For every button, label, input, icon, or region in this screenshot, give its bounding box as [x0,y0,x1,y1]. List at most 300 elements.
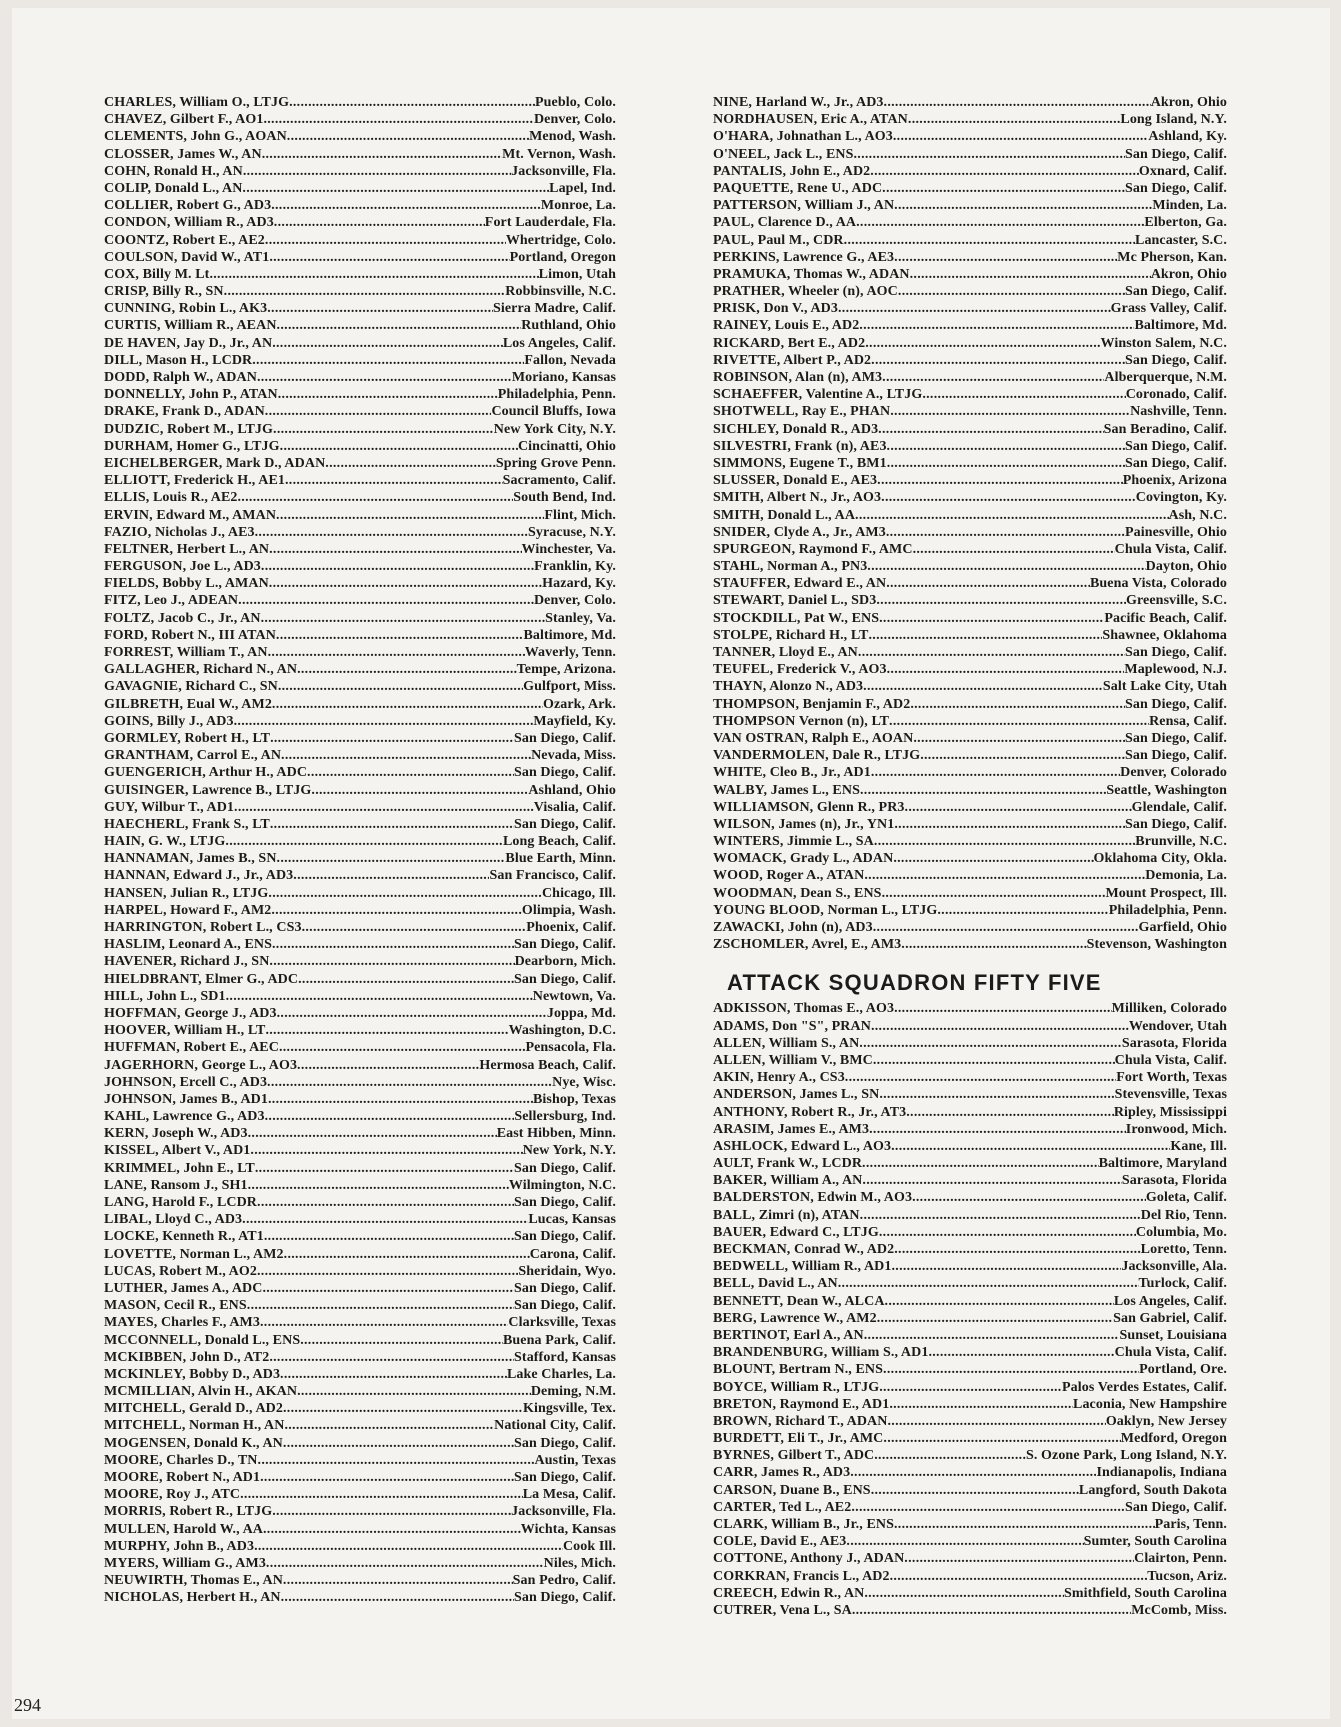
roster-entry [713,661,1227,678]
roster-entry [713,1379,1227,1396]
entry-hometown: Lapel, Ind. [549,180,616,196]
roster-entry [104,833,616,850]
dot-leader [257,1194,514,1211]
dot-leader [268,644,525,661]
dot-leader [894,1241,1140,1258]
roster-entry [104,94,616,111]
roster-entry [713,1172,1227,1189]
entry-name: KRIMMEL, John E., LT [104,1160,255,1176]
entry-hometown: Sheridain, Wyo. [518,1263,616,1279]
roster-entry [713,1086,1227,1103]
roster-entry [104,1108,616,1125]
roster-entry [104,438,616,455]
dot-leader [225,833,503,850]
dot-leader [874,1447,1026,1464]
entry-hometown: Ashland, Ohio [528,782,616,798]
roster-entry [104,919,616,936]
page-number: 294 [14,1695,41,1715]
roster-entry [713,249,1227,266]
dot-leader [893,850,1093,867]
entry-name: CUTRER, Vena L., SA [713,1602,852,1618]
entry-name: DONNELLY, John P., ATAN [104,387,278,403]
entry-name: GUENGERICH, Arthur H., ADC [104,765,308,781]
dot-leader [877,1310,1113,1327]
entry-hometown: San Diego, Calif. [513,1229,616,1245]
dot-leader [254,1538,563,1555]
entry-name: GILBRETH, Eual W., AM2 [104,696,272,712]
dot-leader [276,507,544,524]
roster-entry [104,953,616,970]
dot-leader [868,627,1102,644]
entry-name: SILVESTRI, Frank (n), AE3 [713,438,887,454]
entry-hometown: Winchester, Va. [521,541,616,557]
entry-name: ADAMS, Don "S", PRAN [713,1018,871,1034]
dot-leader [850,1464,1096,1481]
entry-name: GRANTHAM, Carrol E., AN [104,748,282,764]
roster-entry [713,730,1227,747]
dot-leader [862,1172,1121,1189]
entry-hometown: Franklin, Ky. [534,559,616,575]
entry-name: CRISP, Billy R., SN [104,284,224,300]
entry-name: THOMPSON, Benjamin F., AD2 [713,696,911,712]
entry-hometown: Spring Grove Penn. [495,455,616,471]
roster-entry [713,1361,1227,1378]
entry-name: GAVAGNIE, Richard C., SN [104,679,278,695]
entry-hometown: Buena Vista, Colorado [1089,576,1227,592]
roster-entry [713,850,1227,867]
dot-leader [238,489,514,506]
roster-entry [104,1538,616,1555]
entry-hometown: Syracuse, N.Y. [528,524,616,540]
roster-entry [104,936,616,953]
entry-name: HAVENER, Richard J., SN [104,954,270,970]
dot-leader [879,1086,1114,1103]
entry-name: BECKMAN, Conrad W., AD2 [713,1242,895,1257]
roster-entry [104,524,616,541]
entry-hometown: Painesville, Ohio [1124,524,1227,540]
roster-entry [104,644,616,661]
entry-hometown: Chicago, Ill. [541,885,616,901]
entry-hometown: Limon, Utah [538,266,616,282]
entry-hometown: San Diego, Calif. [1124,284,1227,300]
dot-leader [879,1224,1136,1241]
entry-name: HARRINGTON, Robert L., CS3 [104,920,302,935]
roster-entry [104,1125,616,1142]
entry-name: MCKIBBEN, John D., AT2 [104,1349,270,1365]
entry-name: HAECHERL, Frank S., LT [104,816,270,832]
dot-leader [248,1125,497,1142]
entry-name: SNIDER, Clyde A., Jr., AM3 [713,524,886,540]
entry-hometown: Niles, Mich. [543,1555,616,1571]
dot-leader [258,1452,535,1469]
entry-hometown: Ash, N.C. [1168,507,1227,523]
entry-hometown: Oklahoma City, Okla. [1093,851,1227,867]
dot-leader [273,421,494,438]
entry-hometown: Sacramento, Calif. [502,473,616,489]
dot-leader [242,180,549,197]
entry-name: MASON, Cecil R., ENS [104,1298,247,1314]
roster-entry [713,266,1227,283]
entry-hometown: Akron, Ohio [1150,266,1227,282]
dot-leader [883,1430,1120,1447]
roster-entry [104,850,616,867]
entry-name: BRETON, Raymond E., AD1 [713,1396,890,1412]
roster-entry [104,335,616,352]
dot-leader [302,919,527,936]
entry-hometown: Pacific Beach, Calif. [1104,610,1227,626]
roster-entry [104,386,616,403]
entry-name: PAUL, Clarence D., AA [713,215,857,231]
dot-leader [262,146,502,163]
entry-name: FORD, Robert N., III ATAN [104,627,276,643]
dot-leader [243,163,511,180]
entry-hometown: Laconia, New Hampshire [1073,1396,1227,1412]
dot-leader [878,421,1103,438]
roster-entry [104,1057,616,1074]
entry-name: BROWN, Richard T., ADAN [713,1413,888,1429]
entry-name: SPURGEON, Raymond F., AMC [713,541,913,557]
entry-name: PERKINS, Lawrence G., AE3 [713,249,895,265]
entry-name: NEUWIRTH, Thomas E., AN [104,1573,283,1589]
dot-leader [248,1177,509,1194]
roster-entry [104,1263,616,1280]
entry-hometown: Mc Pherson, Kan. [1117,249,1227,265]
entry-name: WINTERS, Jimmie L., SA [713,834,874,850]
dot-leader [852,1602,1131,1619]
roster-page [12,8,1330,1719]
entry-name: TANNER, Lloyd E., AN [713,645,858,660]
entry-name: ADKISSON, Thomas E., AO3 [713,1001,895,1017]
dot-leader [856,214,1144,231]
entry-name: THOMPSON Vernon (n), LT [713,713,890,729]
entry-hometown: Sellersburg, Ind. [514,1109,616,1125]
entry-name: CORKRAN, Francis L., AD2 [713,1568,890,1584]
dot-leader [871,1482,1079,1499]
entry-hometown: Mayfield, Ky. [533,713,616,729]
entry-hometown: Stanley, Va. [545,610,616,626]
entry-hometown: Deming, N.M. [530,1384,616,1400]
roster-entry [104,214,616,231]
entry-name: GUY, Wilbur T., AD1 [104,799,235,815]
entry-name: BAKER, William A., AN [713,1173,863,1189]
entry-hometown: Palos Verdes Estates, Calif. [1062,1379,1227,1395]
roster-entry [713,919,1227,936]
dot-leader [270,816,514,833]
dot-leader [873,919,1139,936]
dot-leader [280,438,518,455]
roster-entry [104,764,616,781]
entry-name: GORMLEY, Robert H., LT [104,730,271,746]
roster-entry [713,1413,1227,1430]
roster-entry [104,1005,616,1022]
dot-leader [851,1499,1125,1516]
entry-name: FAZIO, Nicholas J., AE3 [104,524,255,540]
roster-entry [713,1516,1227,1533]
roster-entry [713,1293,1227,1310]
dot-leader [238,592,534,609]
entry-name: CHAVEZ, Gilbert F., AO1 [104,112,264,128]
dot-leader [859,317,1134,334]
entry-hometown: Nashville, Tenn. [1130,404,1227,420]
dot-leader [891,1138,1170,1155]
dot-leader [272,696,543,713]
dot-leader [913,541,1115,558]
entry-name: DURHAM, Homer G., LTJG [104,438,280,454]
entry-hometown: Nye, Wisc. [552,1074,616,1090]
roster-entry [104,283,616,300]
roster-entry [104,1417,616,1434]
dot-leader [894,1516,1155,1533]
roster-entry [104,610,616,627]
entry-name: CARTER, Ted L., AE2 [713,1499,852,1515]
roster-entry [713,902,1227,919]
dot-leader [883,1361,1139,1378]
entry-name: KAHL, Lawrence G., AD3 [104,1109,265,1125]
entry-hometown: Long Island, N.Y. [1120,112,1227,128]
dot-leader [882,369,1104,386]
entry-hometown: Milliken, Colorado [1111,1001,1227,1017]
roster-entry [104,902,616,919]
roster-entry [104,1486,616,1503]
entry-hometown: San Diego, Calif. [513,1470,616,1485]
entry-name: CLEMENTS, John G., AOAN [104,129,287,145]
dot-leader [279,1039,526,1056]
entry-name: BLOUNT, Bertram N., ENS [713,1362,884,1378]
dot-leader [864,1585,1064,1602]
dot-leader [860,782,1106,799]
dot-leader [257,1263,518,1280]
dot-leader [908,111,1120,128]
entry-hometown: Chula Vista, Calif. [1114,1052,1227,1068]
entry-hometown: Moriano, Kansas [511,370,616,385]
entry-hometown: Akron, Ohio [1150,95,1227,110]
roster-entry [713,885,1227,902]
roster-entry [104,1383,616,1400]
roster-entry [104,1314,616,1331]
entry-name: DODD, Ralph W., ADAN [104,370,257,385]
entry-hometown: Waverly, Tenn. [524,645,616,660]
entry-name: HANNAN, Edward J., Jr., AD3 [104,868,294,884]
dot-leader [885,1293,1114,1310]
dot-leader [894,249,1117,266]
entry-hometown: Wendover, Utah [1128,1018,1227,1034]
entry-hometown: San Diego, Calif. [513,816,616,832]
dot-leader [265,232,506,249]
dot-leader [265,403,492,420]
entry-name: BERTINOT, Earl A., AN [713,1327,864,1343]
roster-entry [104,1177,616,1194]
roster-list-attack-squadron [713,1000,1227,1619]
dot-leader [270,730,514,747]
roster-entry [713,386,1227,403]
entry-name: KISSEL, Albert V., AD1 [104,1143,251,1159]
entry-name: SIMMONS, Eugene T., BM1 [713,455,887,471]
roster-entry [713,1258,1227,1275]
entry-hometown: Clairton, Penn. [1134,1551,1227,1567]
entry-hometown: Indianapolis, Indiana [1096,1465,1227,1481]
entry-hometown: New York, N.Y. [522,1143,616,1159]
entry-name: FIELDS, Bobby L., AMAN [104,576,269,592]
roster-entry [713,335,1227,352]
roster-entry [104,971,616,988]
entry-name: WOODMAN, Dean S., ENS [713,885,882,901]
entry-hometown: Nevada, Miss. [531,748,616,764]
entry-name: MITCHELL, Norman H., AN [104,1418,285,1434]
dot-leader [242,1211,528,1228]
entry-name: BRANDENBURG, William S., AD1 [713,1345,929,1361]
entry-hometown: Smithfield, South Carolina [1064,1585,1227,1601]
entry-hometown: San Diego, Calif. [1124,352,1227,368]
entry-name: FORREST, William T., AN [104,645,268,660]
roster-entry [104,885,616,902]
entry-name: ANDERSON, James L., SN [713,1087,880,1103]
roster-entry [104,197,616,214]
roster-entry [104,1555,616,1572]
entry-name: HOFFMAN, George J., AD3 [104,1005,277,1021]
entry-name: MOORE, Roy J., ATC [104,1487,241,1503]
entry-hometown: Lucas, Kansas [528,1212,616,1228]
entry-hometown: San Diego, Calif. [1124,180,1227,196]
dot-leader [277,317,522,334]
entry-hometown: Whertridge, Colo. [505,232,616,248]
roster-entry [713,592,1227,609]
roster-entry [713,1447,1227,1464]
roster-entry [104,661,616,678]
dot-leader [876,592,1126,609]
entry-name: MOORE, Charles D., TN [104,1452,258,1468]
roster-list-continued [713,94,1227,953]
entry-name: STAHL, Norman A., PN3 [713,559,868,575]
entry-name: SCHAEFFER, Valentine A., LTJG [713,387,923,403]
dot-leader [864,1327,1120,1344]
entry-name: ALLEN, William S., AN [713,1035,860,1051]
roster-entry [713,1035,1227,1052]
roster-entry [713,1207,1227,1224]
entry-name: WILLIAMSON, Glenn R., PR3 [713,799,905,815]
roster-entry [713,197,1227,214]
roster-entry [713,1052,1227,1069]
entry-hometown: San Diego, Calif. [513,765,616,781]
entry-name: FITZ, Leo J., ADEAN [104,593,239,609]
roster-entry [713,128,1227,145]
dot-leader [263,1521,521,1538]
dot-leader [255,1160,514,1177]
roster-column-left [104,94,616,1607]
roster-entry [104,507,616,524]
entry-hometown: Shawnee, Oklahoma [1102,627,1227,643]
roster-entry [104,1349,616,1366]
entry-name: JAGERHORN, George L., AO3 [104,1057,298,1073]
dot-leader [920,747,1125,764]
entry-name: HARPEL, Howard F., AM2 [104,902,272,918]
dot-leader [893,128,1149,145]
roster-entry [713,524,1227,541]
entry-name: BELL, David L., AN [713,1276,838,1292]
roster-entry [713,317,1227,334]
entry-name: LANG, Harold F., LCDR [104,1195,258,1210]
entry-name: BYRNES, Gilbert T., ADC [713,1448,875,1464]
roster-entry [104,1589,616,1606]
entry-name: LOVETTE, Norman L., AM2 [104,1246,284,1262]
entry-name: ELLIOTT, Frederick H., AE1 [104,473,285,489]
roster-entry [104,747,616,764]
entry-hometown: Kingsville, Tex. [522,1401,616,1417]
roster-entry [713,1275,1227,1292]
dot-leader [853,146,1124,163]
entry-hometown: Robbinsville, N.C. [505,284,616,300]
entry-hometown: Los Angeles, Calif. [502,335,616,351]
roster-entry [104,1366,616,1383]
entry-name: GALLAGHER, Richard N., AN [104,662,298,678]
dot-leader [266,1555,544,1572]
entry-name: MCKINLEY, Bobby D., AD3 [104,1366,281,1382]
entry-hometown: Jacksonville, Fla. [511,1504,616,1520]
roster-entry [713,1482,1227,1499]
entry-hometown: Coronado, Calif. [1125,387,1227,403]
entry-hometown: Bishop, Texas [532,1091,616,1107]
entry-hometown: San Diego, Calif. [1124,455,1227,471]
entry-name: FELTNER, Herbert L., AN [104,541,270,557]
entry-hometown: Stevensville, Texas [1114,1087,1227,1103]
roster-entry [713,1585,1227,1602]
entry-name: STOCKDILL, Pat W., ENS [713,610,880,626]
roster-entry [104,180,616,197]
roster-entry [713,1138,1227,1155]
entry-name: COULSON, David W., AT1 [104,249,270,265]
roster-entry [713,1121,1227,1138]
entry-hometown: Denver, Colorado [1120,765,1227,781]
roster-entry [713,214,1227,231]
dot-leader [280,1366,507,1383]
roster-entry [713,300,1227,317]
entry-name: WILSON, James (n), Jr., YN1 [713,816,895,832]
dot-leader [267,1074,552,1091]
entry-name: HILL, John L., SD1 [104,988,226,1004]
roster-entry [713,1241,1227,1258]
entry-hometown: San Diego, Calif. [513,730,616,746]
roster-entry [713,782,1227,799]
roster-entry [713,403,1227,420]
roster-entry [104,541,616,558]
entry-name: CLARK, William B., Jr., ENS [713,1517,894,1532]
entry-hometown: Medford, Oregon [1120,1431,1227,1447]
roster-entry [104,678,616,695]
dot-leader [905,799,1132,816]
entry-name: DE HAVEN, Jay D., Jr., AN [104,335,273,351]
roster-entry [713,455,1227,472]
entry-hometown: San Diego, Calif. [1124,1499,1227,1515]
entry-name: LUTHER, James A., ADC [104,1280,263,1296]
roster-entry [104,1297,616,1314]
entry-name: NICHOLAS, Herbert H., AN [104,1590,281,1606]
roster-entry [713,369,1227,386]
dot-leader [234,799,534,816]
entry-name: ZSCHOMLER, Avrel, E., AM3 [713,937,902,953]
dot-leader [906,1104,1114,1121]
entry-name: CLOSSER, James W., AN [104,146,262,162]
entry-name: PRAMUKA, Thomas W., ADAN [713,266,910,282]
dot-leader [272,335,503,352]
dot-leader [874,833,1135,850]
dot-leader [224,283,506,300]
dot-leader [283,1400,523,1417]
dot-leader [277,850,506,867]
entry-name: EICHELBERGER, Mark D., ADAN [104,455,326,471]
dot-leader [891,1258,1121,1275]
entry-hometown: South Bend, Ind. [513,490,616,506]
entry-hometown: Demonia, La. [1145,868,1227,884]
entry-hometown: Olimpia, Wash. [521,902,616,918]
